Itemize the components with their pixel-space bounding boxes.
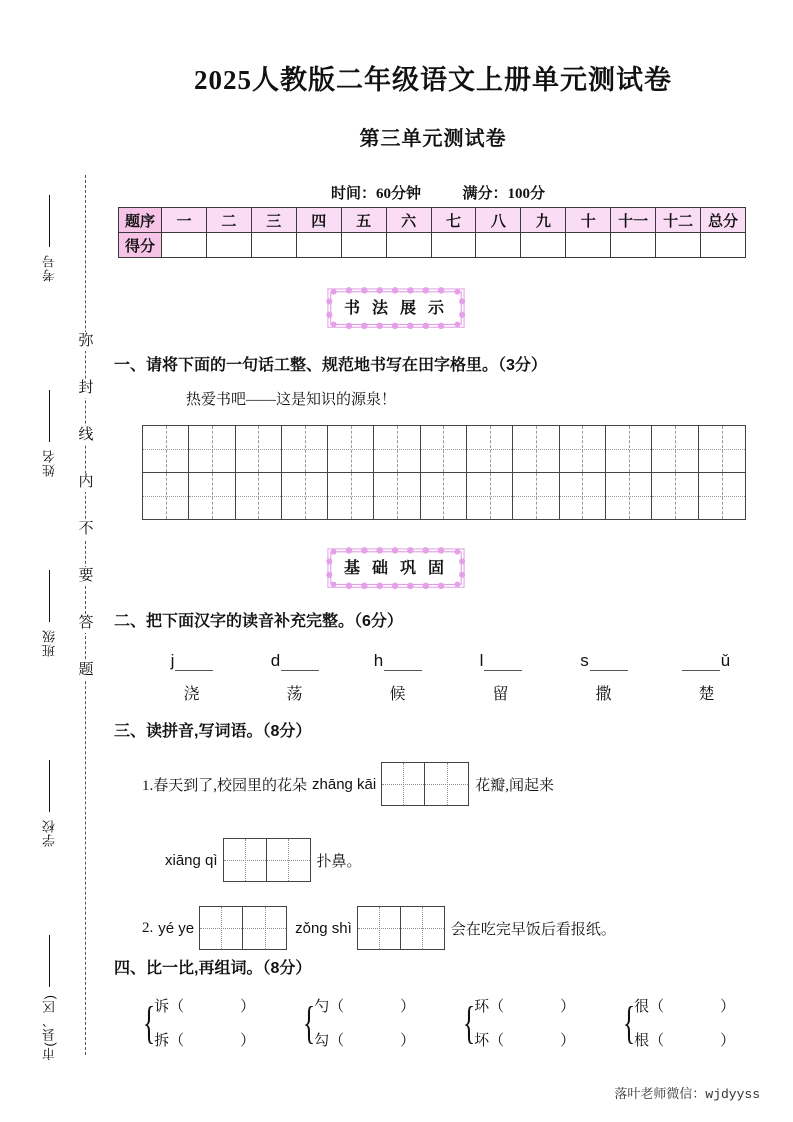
answer-blank[interactable] [590,655,628,671]
pinyin-letter: h [373,651,384,670]
compare-word-top[interactable] [314,995,415,1016]
grid-cell[interactable] [143,473,189,519]
pinyin-hint: xiāng qì [165,851,218,869]
header-cell: 三 [251,208,296,233]
paren-close: ） [720,999,736,1015]
word-label: 拆（ [154,1033,185,1049]
score-cell[interactable] [341,233,386,258]
seal-char: 线 [78,427,94,443]
grid-cell[interactable] [421,473,467,519]
score-cell[interactable] [386,233,431,258]
header-cell: 十二 [656,208,701,233]
paren-close: ） [400,1033,416,1049]
grid-cell[interactable] [421,426,467,472]
write-line [49,760,50,812]
full-marks: 满分：100分 [462,186,546,202]
header-cell: 四 [296,208,341,233]
grid-cell[interactable] [374,426,420,472]
question-3-heading: 三、读拼音,写词语。（8分） [114,723,312,740]
time-limit: 时间：60分钟 [330,186,421,202]
score-cell[interactable] [162,233,207,258]
compare-group [618,995,778,1050]
score-cell[interactable] [251,233,296,258]
grid-cell[interactable] [606,426,652,472]
compare-word-bottom[interactable] [634,1029,735,1050]
section-badge-calligraphy [326,287,466,325]
pinyin-hint: zhāng kāi [312,775,377,793]
write-line [49,390,50,442]
grid-cell[interactable] [382,763,425,805]
field-label: 班级 [41,629,57,657]
grid-cell[interactable] [374,473,420,519]
grid-cell[interactable] [467,426,513,472]
compare-word-top[interactable] [154,995,255,1016]
field-class[interactable] [30,570,68,657]
compare-word-top[interactable] [634,995,735,1016]
score-cell[interactable] [611,233,656,258]
word-label: 环（ [474,999,505,1015]
answer-blank[interactable] [281,655,319,671]
answer-blank[interactable] [175,655,213,671]
header-cell: 五 [341,208,386,233]
grid-cell[interactable] [328,473,374,519]
score-cell[interactable] [431,233,476,258]
seal-char: 答 [78,615,94,631]
grid-row[interactable] [142,473,746,520]
brace-icon: { [622,996,636,1048]
write-line [49,195,50,247]
grid-cell[interactable] [652,426,698,472]
pinyin-prompt[interactable] [552,645,655,671]
section-badge-basics [326,547,466,585]
word-label: 很（ [634,999,665,1015]
hanzi-character: 浇 [183,686,200,703]
score-cell[interactable] [296,233,341,258]
pinyin-letter: l [479,651,484,670]
credit-text: 落叶老师微信： [614,1086,706,1101]
header-cell: 六 [386,208,431,233]
pinyin-hint: zǒng shì [295,919,352,937]
score-cell[interactable] [476,233,521,258]
seal-char: 内 [78,474,94,490]
question-3-line-1 [142,762,554,806]
pinyin-letter: d [270,651,281,670]
word-label: 坏（ [474,1033,505,1049]
compare-group [138,995,298,1050]
pinyin-letter: s [580,651,589,670]
brace-icon: { [142,996,156,1048]
sentence-part: 会在吃完早饭后看报纸。 [450,921,616,938]
grid-cell[interactable] [358,907,401,949]
field-label: 考号 [41,254,57,282]
seal-char: 题 [78,662,94,678]
paren-close: ） [560,999,576,1015]
grid-cell[interactable] [699,473,745,519]
score-cell[interactable] [521,233,566,258]
grid-cell[interactable] [236,473,282,519]
paren-close: ） [720,1033,736,1049]
write-line [49,935,50,987]
hanzi-character: 荡 [286,686,303,703]
score-table [118,207,746,258]
header-cell: 二 [206,208,251,233]
pinyin-item[interactable] [346,645,449,704]
calligraphy-grid[interactable] [142,425,746,520]
grid-cell[interactable] [282,473,328,519]
field-exam-number[interactable] [30,195,68,282]
grid-cell[interactable] [425,763,468,805]
pinyin-prompt[interactable] [655,645,758,671]
pinyin-prompt[interactable] [140,645,243,671]
seal-char: 封 [78,380,94,396]
paren-close: ） [240,1033,256,1049]
score-cell[interactable] [206,233,251,258]
pinyin-letter: ǔ [720,651,731,670]
exam-meta [118,182,758,203]
footer-credit [0,1083,760,1102]
question-3-line-2 [160,838,362,882]
question-2-items [140,645,770,704]
pinyin-item[interactable] [243,645,346,704]
paren-close: ） [240,999,256,1015]
compare-word-bottom[interactable] [154,1029,255,1050]
badge-label: 基 础 巩 固 [343,559,448,577]
score-cell-total[interactable] [701,233,746,258]
grid-cell[interactable] [467,473,513,519]
grid-cell[interactable] [652,473,698,519]
grid-cell[interactable] [236,426,282,472]
seal-char: 弥 [78,333,94,349]
header-cell: 八 [476,208,521,233]
table-row-scores [119,233,746,258]
grid-cell[interactable] [143,426,189,472]
answer-blank[interactable] [484,655,522,671]
score-cell[interactable] [566,233,611,258]
word-label: 根（ [634,1033,665,1049]
grid-cell[interactable] [401,907,444,949]
question-3-line-3 [142,906,616,950]
compare-group [458,995,618,1050]
badge-label: 书 法 展 示 [343,299,448,317]
grid-cell[interactable] [513,473,559,519]
question-2-heading: 二、把下面汉字的读音补充完整。（6分） [114,613,403,630]
pinyin-item[interactable] [140,645,243,704]
pinyin-item[interactable] [655,645,758,704]
row-label-question-order: 题序 [119,208,162,233]
field-name[interactable] [30,390,68,477]
header-cell: 十一 [611,208,656,233]
hanzi-character: 楚 [698,686,715,703]
pinyin-item[interactable] [552,645,655,704]
question-1-sentence: 热爱书吧——这是知识的源泉！ [186,392,397,408]
write-line [49,570,50,622]
pinyin-letter: j [170,651,175,670]
question-4-heading: 四、比一比,再组词。（8分） [114,960,312,977]
wechat-id: wjdyyss [705,1087,760,1102]
page-subtitle: 第三单元测试卷 [359,128,507,150]
sentence-part: 花瓣,闻起来 [475,777,554,794]
answer-grid[interactable] [223,838,311,882]
answer-grid[interactable] [357,906,445,950]
pinyin-item[interactable] [449,645,552,704]
compare-group [298,995,458,1050]
answer-grid[interactable] [199,906,287,950]
row-label-score: 得分 [119,233,162,258]
item-number: 2. [142,919,154,936]
grid-cell[interactable] [328,426,374,472]
header-cell-total: 总分 [701,208,746,233]
word-label: 勾（ [314,1033,345,1049]
seal-vertical-text [72,318,100,694]
brace-icon: { [462,996,476,1048]
seal-char: 要 [78,568,94,584]
grid-cell[interactable] [560,426,606,472]
sentence-part: 扑鼻。 [316,853,362,870]
grid-row[interactable] [142,425,746,473]
grid-cell[interactable] [699,426,745,472]
word-label: 诉（ [154,999,185,1015]
score-cell[interactable] [656,233,701,258]
grid-cell[interactable] [606,473,652,519]
pinyin-prompt[interactable] [243,645,346,671]
header-cell: 一 [162,208,207,233]
pinyin-prompt[interactable] [449,645,552,671]
header-cell: 九 [521,208,566,233]
question-4-groups [138,995,778,1050]
grid-cell[interactable] [513,426,559,472]
paren-close: ） [400,999,416,1015]
field-label: 市(县、区) [41,994,57,1061]
word-label: 勺（ [314,999,345,1015]
page-title: 2025人教版二年级语文上册单元测试卷 [194,65,672,95]
header-cell: 七 [431,208,476,233]
grid-cell[interactable] [243,907,286,949]
paren-close: ） [560,1033,576,1049]
sentence-part: 1.春天到了,校园里的花朵 [142,777,308,794]
grid-cell[interactable] [560,473,606,519]
field-school[interactable] [30,760,68,847]
field-label: 姓名 [41,449,57,477]
grid-cell[interactable] [282,426,328,472]
pinyin-prompt[interactable] [346,645,449,671]
seal-margin [0,0,108,1122]
grid-cell[interactable] [189,426,235,472]
header-cell: 十 [566,208,611,233]
compare-word-bottom[interactable] [314,1029,415,1050]
field-city-district[interactable] [30,935,68,1061]
pinyin-hint: yé ye [158,919,195,937]
grid-cell[interactable] [267,839,310,881]
answer-blank[interactable] [384,655,422,671]
answer-grid[interactable] [381,762,469,806]
table-row-headers [119,208,746,233]
grid-cell[interactable] [200,907,243,949]
grid-cell[interactable] [189,473,235,519]
compare-word-bottom[interactable] [474,1029,575,1050]
question-1-heading: 一、请将下面的一句话工整、规范地书写在田字格里。（3分） [114,357,547,374]
hanzi-character: 撒 [595,686,612,703]
seal-char: 不 [78,521,94,537]
hanzi-character: 留 [492,686,509,703]
hanzi-character: 候 [389,686,406,703]
grid-cell[interactable] [224,839,267,881]
compare-word-top[interactable] [474,995,575,1016]
brace-icon: { [302,996,316,1048]
field-label: 学校 [41,819,57,847]
answer-blank[interactable] [682,655,720,671]
